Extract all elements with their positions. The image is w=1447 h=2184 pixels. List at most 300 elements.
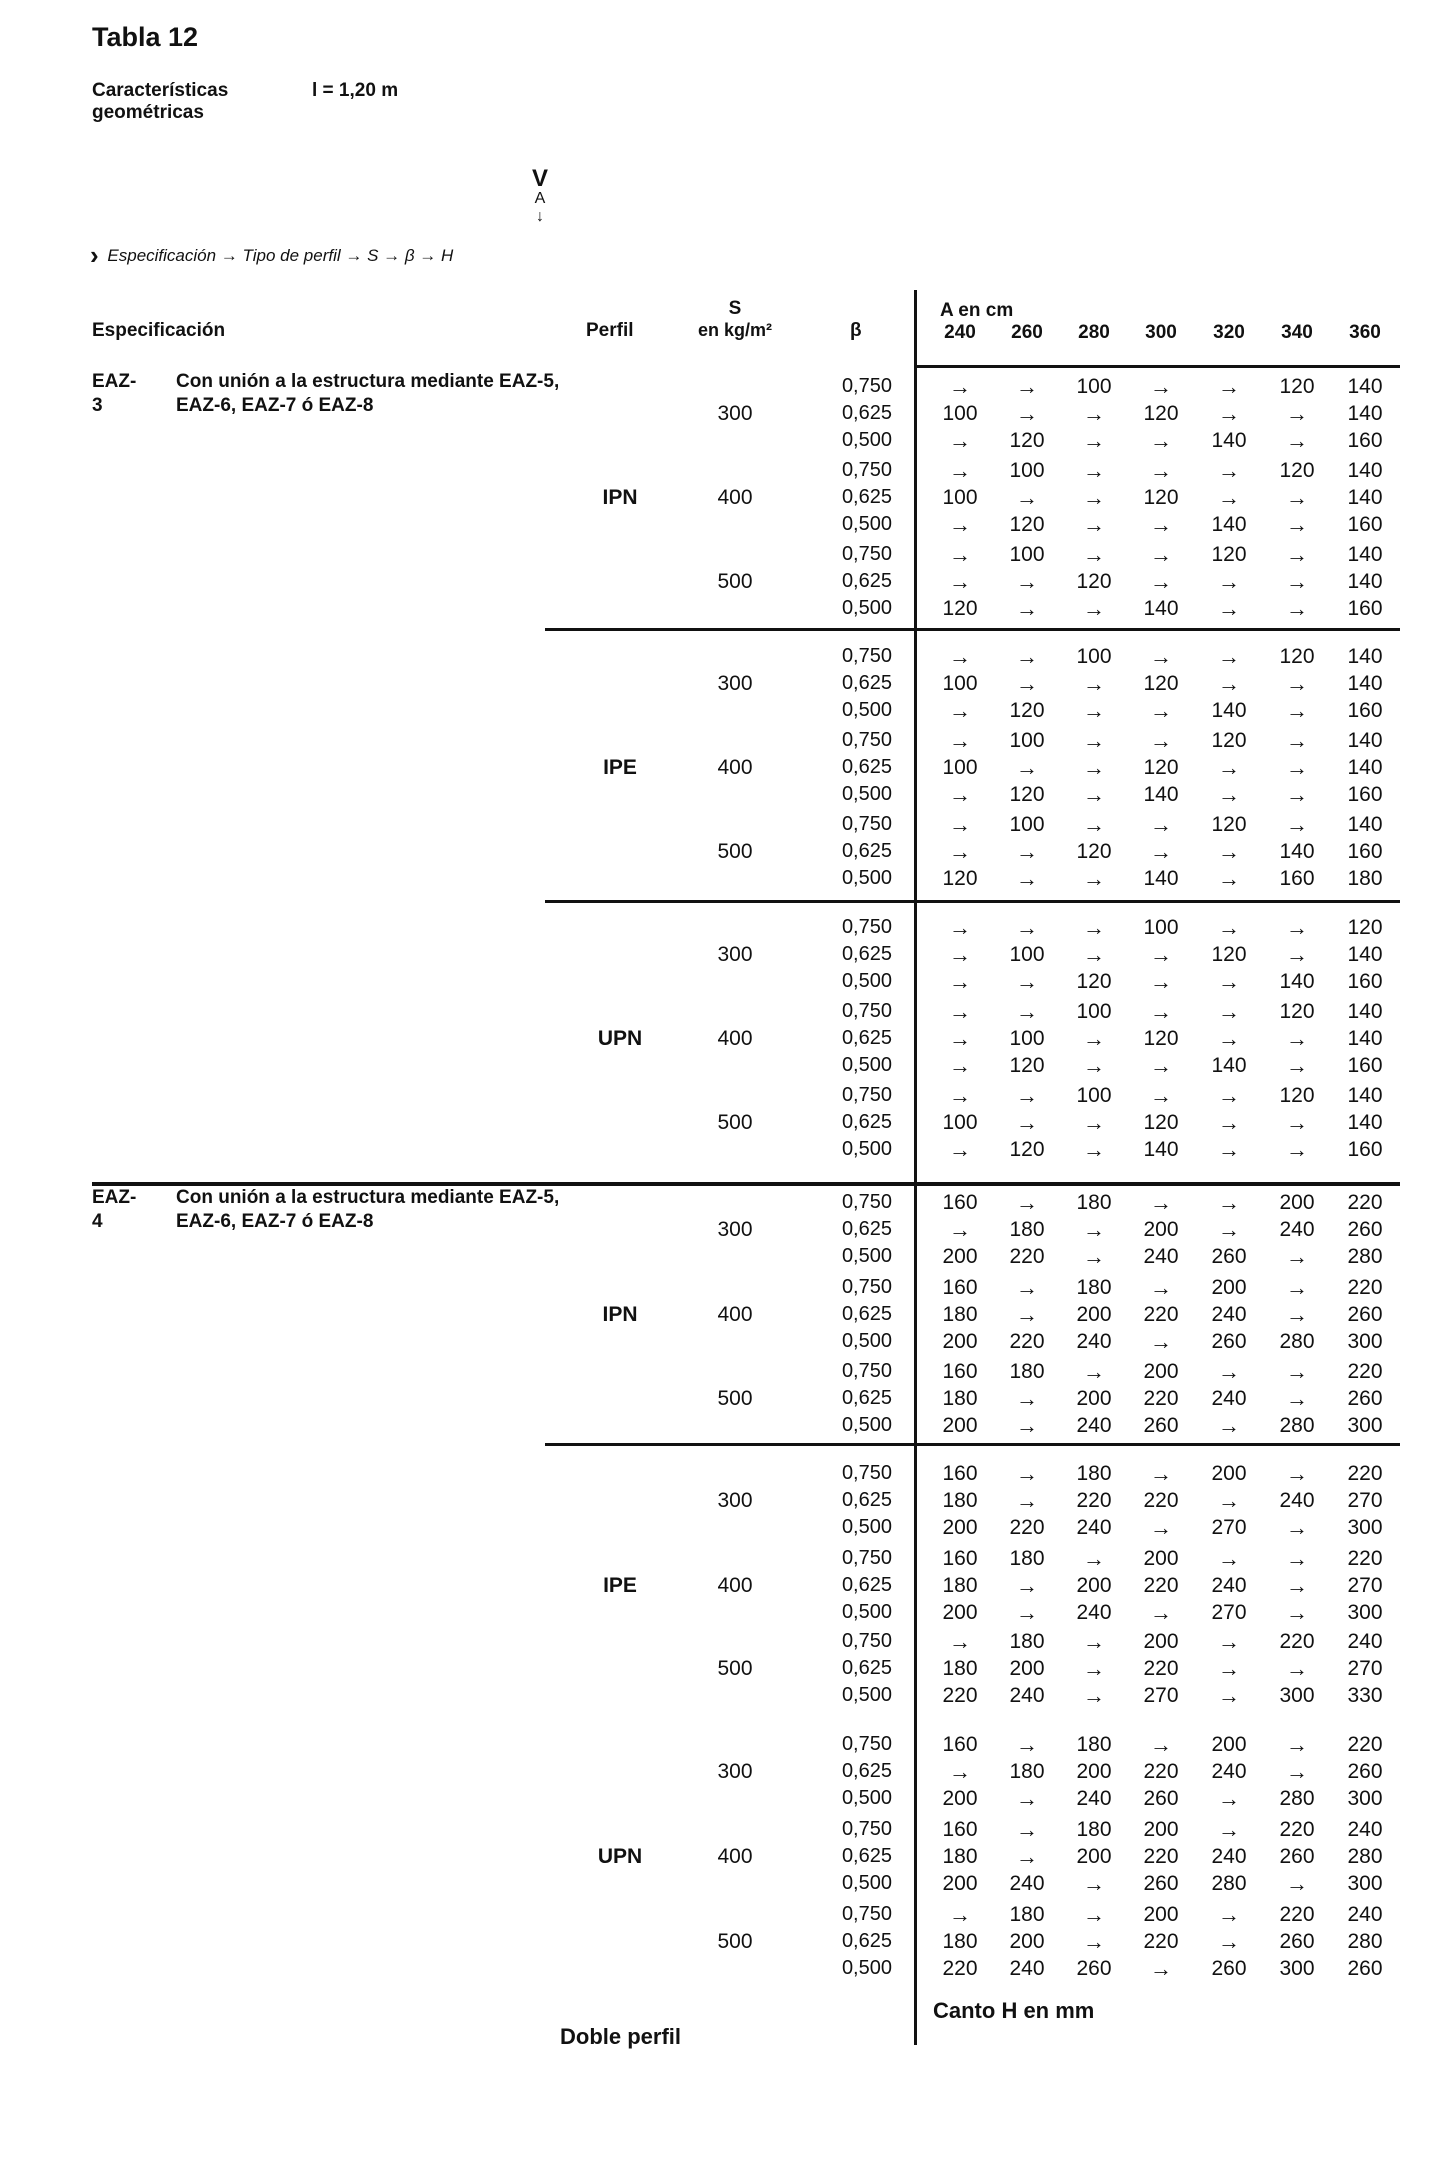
vertical-divider	[914, 290, 917, 2045]
s-value: 400	[717, 1303, 753, 1326]
arrow-icon: →	[1218, 671, 1240, 696]
arrow-icon: →	[949, 915, 971, 940]
h-value: 180	[1009, 1360, 1045, 1383]
h-value: 140	[1143, 597, 1179, 620]
h-value: 180	[942, 1387, 978, 1410]
h-value: 200	[942, 1330, 978, 1353]
beta-value: 0,625	[841, 570, 892, 592]
arrow-icon: →	[1083, 1026, 1105, 1051]
s-value: 300	[717, 1760, 753, 1783]
arrow-icon: →	[1016, 915, 1038, 940]
h-value: 260	[1279, 1845, 1315, 1868]
beta-value: 0,500	[841, 1138, 892, 1160]
h-value: 240	[1347, 1630, 1383, 1653]
arrow-icon: →	[1016, 1110, 1038, 1135]
beta-value: 0,625	[841, 1930, 892, 1952]
arrow-icon: →	[1286, 1871, 1308, 1896]
h-value: 240	[1347, 1903, 1383, 1926]
arrow-icon: →	[1083, 782, 1105, 807]
beta-value: 0,625	[841, 840, 892, 862]
arrow-icon: →	[1286, 1053, 1308, 1078]
beta-value: 0,500	[841, 1054, 892, 1076]
arrow-icon: →	[949, 1902, 971, 1927]
s-value: 300	[717, 1218, 753, 1241]
arrow-icon: →	[1150, 1600, 1172, 1625]
arrow-icon: →	[1286, 401, 1308, 426]
h-value: 100	[1009, 943, 1045, 966]
header-especificacion: Especificación	[92, 320, 226, 341]
h-value: 220	[1143, 1657, 1179, 1680]
h-value: 240	[1211, 1303, 1247, 1326]
arrow-icon: →	[1218, 999, 1240, 1024]
h-value: 240	[1211, 1387, 1247, 1410]
h-value: 260	[1143, 1872, 1179, 1895]
beta-value: 0,500	[841, 699, 892, 721]
beta-value: 0,625	[841, 1303, 892, 1325]
h-value: 120	[1143, 486, 1179, 509]
beta-value: 0,750	[841, 1733, 892, 1755]
arrow-icon: →	[949, 969, 971, 994]
h-value: 140	[1347, 1111, 1383, 1134]
arrow-icon: →	[1083, 1546, 1105, 1571]
arrow-icon: →	[1083, 1137, 1105, 1162]
header-a-value: 280	[1078, 322, 1110, 343]
h-value: 180	[942, 1574, 978, 1597]
arrow-icon: →	[1286, 1275, 1308, 1300]
profile-label: UPN	[597, 1845, 643, 1868]
beta-value: 0,750	[841, 645, 892, 667]
arrow-icon: →	[1016, 755, 1038, 780]
header-a-value: 340	[1281, 322, 1313, 343]
h-value: 240	[1143, 1245, 1179, 1268]
beta-value: 0,750	[841, 1547, 892, 1569]
arrow-icon: →	[1286, 782, 1308, 807]
arrow-icon: →	[949, 698, 971, 723]
arrow-icon: →	[1083, 755, 1105, 780]
footer-doble-perfil-label: Doble perfil	[560, 2024, 682, 2049]
beta-value: 0,750	[841, 375, 892, 397]
h-value: 200	[942, 1601, 978, 1624]
arrow-icon: →	[1218, 1026, 1240, 1051]
s-value: 400	[717, 1845, 753, 1868]
arrow-icon: →	[1083, 671, 1105, 696]
h-value: 300	[1347, 1414, 1383, 1437]
h-value: 240	[1076, 1414, 1112, 1437]
h-value: 160	[1347, 513, 1383, 536]
arrow-icon: →	[1286, 1359, 1308, 1384]
arrow-icon: →	[1016, 1844, 1038, 1869]
h-value: 220	[1347, 1547, 1383, 1570]
arrow-icon: →	[1218, 1137, 1240, 1162]
arrow-icon: →	[1150, 942, 1172, 967]
h-value: 140	[1211, 699, 1247, 722]
beta-value: 0,750	[841, 1903, 892, 1925]
arrow-icon: →	[1150, 569, 1172, 594]
arrow-icon: →	[1150, 1190, 1172, 1215]
h-value: 180	[1009, 1630, 1045, 1653]
arrow-icon: →	[1083, 542, 1105, 567]
chevron-icon: ›	[90, 240, 99, 270]
flow-down-arrow: ↓	[536, 208, 544, 225]
arrow-icon: →	[1083, 1871, 1105, 1896]
h-value: 140	[1347, 729, 1383, 752]
s-value: 300	[717, 943, 753, 966]
h-value: 120	[1009, 1054, 1045, 1077]
profile-label: IPE	[603, 756, 637, 779]
h-value: 200	[1143, 1630, 1179, 1653]
arrow-icon: →	[949, 1083, 971, 1108]
arrow-icon: →	[1286, 1244, 1308, 1269]
h-value: 100	[1009, 543, 1045, 566]
arrow-icon: →	[1218, 569, 1240, 594]
beta-value: 0,500	[841, 1516, 892, 1538]
h-value: 240	[1347, 1818, 1383, 1841]
arrow-icon: →	[949, 542, 971, 567]
arrow-icon: →	[1286, 698, 1308, 723]
spec-description: Con unión a la estructura mediante EAZ-5, EAZ-6, EAZ-7 ó EAZ-8	[176, 371, 560, 416]
h-value: 200	[942, 1414, 978, 1437]
h-value: 120	[942, 597, 978, 620]
arrow-icon: →	[1016, 1600, 1038, 1625]
arrow-icon: →	[1150, 1732, 1172, 1757]
arrow-icon: →	[1218, 596, 1240, 621]
arrow-icon: →	[1150, 1083, 1172, 1108]
arrow-icon: →	[1083, 1683, 1105, 1708]
arrow-icon: →	[1016, 1488, 1038, 1513]
h-value: 120	[1211, 943, 1247, 966]
h-value: 260	[1211, 1957, 1247, 1980]
s-value: 500	[717, 1930, 753, 1953]
s-value: 400	[717, 486, 753, 509]
s-value: 400	[717, 1574, 753, 1597]
arrow-icon: →	[1083, 915, 1105, 940]
header-a-value: 300	[1145, 322, 1177, 343]
beta-value: 0,750	[841, 1360, 892, 1382]
h-value: 240	[1076, 1787, 1112, 1810]
h-value: 180	[942, 1489, 978, 1512]
arrow-icon: →	[1218, 401, 1240, 426]
arrow-icon: →	[1016, 401, 1038, 426]
h-value: 280	[1347, 1245, 1383, 1268]
h-value: 200	[1211, 1462, 1247, 1485]
h-value: 220	[1009, 1245, 1045, 1268]
arrow-icon: →	[949, 1026, 971, 1051]
header-s: S	[728, 298, 742, 319]
arrow-icon: →	[1218, 969, 1240, 994]
h-value: 200	[1143, 1903, 1179, 1926]
h-value: 300	[1347, 1872, 1383, 1895]
arrow-icon: →	[1150, 698, 1172, 723]
arrow-icon: →	[1286, 1110, 1308, 1135]
s-value: 400	[717, 756, 753, 779]
h-value: 120	[1076, 970, 1112, 993]
spec-code: EAZ-4	[92, 1187, 137, 1232]
h-value: 240	[1009, 1684, 1045, 1707]
arrow-icon: →	[1016, 1302, 1038, 1327]
profile-divider	[545, 1443, 1400, 1446]
h-value: 180	[942, 1845, 978, 1868]
h-value: 270	[1347, 1574, 1383, 1597]
arrow-icon: →	[1150, 999, 1172, 1024]
h-value: 120	[942, 867, 978, 890]
h-value: 220	[1347, 1276, 1383, 1299]
arrow-icon: →	[949, 782, 971, 807]
h-value: 200	[1143, 1360, 1179, 1383]
h-value: 120	[1009, 783, 1045, 806]
h-value: 100	[1009, 1027, 1045, 1050]
beta-value: 0,750	[841, 1084, 892, 1106]
s-value: 300	[717, 672, 753, 695]
h-value: 180	[1347, 867, 1383, 890]
h-value: 180	[942, 1930, 978, 1953]
s-value: 500	[717, 840, 753, 863]
h-value: 240	[1279, 1218, 1315, 1241]
beta-value: 0,625	[841, 486, 892, 508]
h-value: 180	[1076, 1462, 1112, 1485]
header-a-value: 320	[1213, 322, 1245, 343]
h-value: 300	[1347, 1516, 1383, 1539]
arrow-icon: →	[1083, 458, 1105, 483]
h-value: 220	[1347, 1462, 1383, 1485]
h-value: 180	[942, 1657, 978, 1680]
h-value: 180	[1076, 1191, 1112, 1214]
beta-value: 0,625	[841, 756, 892, 778]
arrow-icon: →	[949, 1217, 971, 1242]
arrow-icon: →	[1218, 1683, 1240, 1708]
h-value: 140	[1211, 513, 1247, 536]
h-value: 200	[1143, 1218, 1179, 1241]
arrow-icon: →	[1286, 569, 1308, 594]
arrow-icon: →	[1016, 1817, 1038, 1842]
s-value: 300	[717, 1489, 753, 1512]
flow-a-label: A	[534, 190, 546, 207]
h-value: 220	[942, 1684, 978, 1707]
arrow-icon: →	[1218, 1817, 1240, 1842]
h-value: 200	[1211, 1276, 1247, 1299]
h-value: 220	[1009, 1330, 1045, 1353]
arrow-icon: →	[1218, 839, 1240, 864]
h-value: 220	[1279, 1630, 1315, 1653]
arrow-icon: →	[1083, 1929, 1105, 1954]
arrow-icon: →	[1150, 1461, 1172, 1486]
h-value: 160	[1347, 970, 1383, 993]
h-value: 120	[1279, 645, 1315, 668]
h-value: 160	[942, 1818, 978, 1841]
h-value: 180	[942, 1303, 978, 1326]
beta-value: 0,625	[841, 1574, 892, 1596]
h-value: 120	[1076, 840, 1112, 863]
arrow-icon: →	[1218, 1629, 1240, 1654]
arrow-icon: →	[1286, 671, 1308, 696]
h-value: 100	[942, 1111, 978, 1134]
h-value: 260	[1279, 1930, 1315, 1953]
arrow-icon: →	[949, 458, 971, 483]
arrow-icon: →	[1286, 1461, 1308, 1486]
arrow-icon: →	[949, 942, 971, 967]
h-value: 240	[1076, 1601, 1112, 1624]
arrow-icon: →	[1083, 596, 1105, 621]
h-value: 200	[1076, 1845, 1112, 1868]
flow-text: Especificación → Tipo de perfil → S → β → H	[107, 246, 454, 265]
h-value: 120	[1009, 1138, 1045, 1161]
h-value: 140	[1347, 570, 1383, 593]
h-value: 160	[942, 1191, 978, 1214]
h-value: 300	[1279, 1957, 1315, 1980]
arrow-icon: →	[1286, 728, 1308, 753]
h-value: 200	[1211, 1733, 1247, 1756]
header-perfil: Perfil	[586, 320, 634, 341]
h-value: 300	[1347, 1330, 1383, 1353]
h-value: 120	[1211, 729, 1247, 752]
h-value: 140	[1347, 1084, 1383, 1107]
h-value: 120	[1009, 699, 1045, 722]
arrow-icon: →	[1150, 1956, 1172, 1981]
h-value: 140	[1143, 783, 1179, 806]
arrow-icon: →	[1016, 866, 1038, 891]
h-value: 140	[1211, 429, 1247, 452]
h-value: 260	[1347, 1760, 1383, 1783]
h-value: 100	[1076, 1000, 1112, 1023]
arrow-icon: →	[1150, 1329, 1172, 1354]
h-value: 160	[1347, 1054, 1383, 1077]
arrow-icon: →	[1286, 1732, 1308, 1757]
arrow-icon: →	[1218, 755, 1240, 780]
h-value: 160	[1347, 429, 1383, 452]
h-value: 120	[1279, 459, 1315, 482]
h-value: 220	[1347, 1733, 1383, 1756]
arrow-icon: →	[1083, 428, 1105, 453]
h-value: 120	[1009, 513, 1045, 536]
arrow-icon: →	[1286, 1386, 1308, 1411]
profile-label: UPN	[597, 1027, 643, 1050]
header-s-unit: en kg/m²	[697, 320, 772, 340]
h-value: 200	[1076, 1760, 1112, 1783]
arrow-icon: →	[1286, 755, 1308, 780]
profile-divider	[545, 628, 1400, 631]
h-value: 160	[1279, 867, 1315, 890]
arrow-icon: →	[1083, 728, 1105, 753]
h-value: 180	[1009, 1218, 1045, 1241]
h-value: 160	[942, 1462, 978, 1485]
beta-value: 0,500	[841, 597, 892, 619]
arrow-icon: →	[1286, 1759, 1308, 1784]
h-value: 200	[1076, 1303, 1112, 1326]
h-value: 220	[1143, 1845, 1179, 1868]
profile-label: IPN	[602, 486, 638, 509]
beta-value: 0,500	[841, 1601, 892, 1623]
h-value: 200	[1279, 1191, 1315, 1214]
h-value: 200	[942, 1787, 978, 1810]
arrow-icon: →	[1016, 1413, 1038, 1438]
beta-value: 0,500	[841, 1787, 892, 1809]
h-value: 140	[1347, 756, 1383, 779]
spec-code: EAZ-3	[92, 371, 137, 416]
h-value: 100	[1143, 916, 1179, 939]
h-value: 180	[1076, 1818, 1112, 1841]
beta-value: 0,750	[841, 1818, 892, 1840]
table-subtitle	[92, 80, 399, 124]
header-a-value: 360	[1349, 322, 1381, 343]
h-value: 270	[1347, 1657, 1383, 1680]
arrow-icon: →	[1016, 839, 1038, 864]
arrow-icon: →	[1218, 915, 1240, 940]
beta-value: 0,625	[841, 1760, 892, 1782]
arrow-icon: →	[1218, 1083, 1240, 1108]
arrow-icon: →	[949, 512, 971, 537]
arrow-icon: →	[1016, 374, 1038, 399]
h-value: 200	[1009, 1930, 1045, 1953]
arrow-icon: →	[949, 374, 971, 399]
h-value: 260	[1143, 1414, 1179, 1437]
arrow-icon: →	[1016, 1275, 1038, 1300]
arrow-icon: →	[1016, 644, 1038, 669]
h-value: 220	[942, 1957, 978, 1980]
beta-value: 0,625	[841, 1387, 892, 1409]
h-value: 220	[1279, 1903, 1315, 1926]
h-value: 140	[1279, 840, 1315, 863]
arrow-icon: →	[1286, 596, 1308, 621]
h-value: 180	[1009, 1547, 1045, 1570]
h-value: 270	[1347, 1489, 1383, 1512]
arrow-icon: →	[949, 644, 971, 669]
h-value: 280	[1347, 1845, 1383, 1868]
arrow-icon: →	[1150, 512, 1172, 537]
h-value: 120	[1009, 429, 1045, 452]
s-value: 500	[717, 1387, 753, 1410]
h-value: 280	[1279, 1414, 1315, 1437]
arrow-icon: →	[1016, 485, 1038, 510]
h-value: 270	[1211, 1516, 1247, 1539]
arrow-icon: →	[1218, 1359, 1240, 1384]
beta-value: 0,500	[841, 1684, 892, 1706]
arrow-icon: →	[1218, 1190, 1240, 1215]
arrow-icon: →	[1150, 839, 1172, 864]
h-value: 200	[1143, 1818, 1179, 1841]
h-value: 120	[1279, 1084, 1315, 1107]
beta-value: 0,750	[841, 1462, 892, 1484]
arrow-icon: →	[1218, 374, 1240, 399]
header-a-label: A en cm	[940, 300, 1014, 321]
s-value: 300	[717, 402, 753, 425]
h-value: 100	[1076, 1084, 1112, 1107]
arrow-icon: →	[1150, 969, 1172, 994]
h-value: 270	[1143, 1684, 1179, 1707]
beta-value: 0,500	[841, 783, 892, 805]
arrow-icon: →	[1218, 485, 1240, 510]
h-value: 260	[1076, 1957, 1112, 1980]
h-value: 140	[1347, 459, 1383, 482]
profile-label: IPN	[602, 1303, 638, 1326]
arrow-icon: →	[1286, 1573, 1308, 1598]
h-value: 200	[1009, 1657, 1045, 1680]
beta-value: 0,750	[841, 543, 892, 565]
h-value: 200	[942, 1516, 978, 1539]
h-value: 200	[1076, 1387, 1112, 1410]
arrow-icon: →	[1016, 569, 1038, 594]
h-value: 180	[1009, 1903, 1045, 1926]
arrow-icon: →	[1218, 644, 1240, 669]
arrow-icon: →	[949, 428, 971, 453]
arrow-icon: →	[1016, 1190, 1038, 1215]
arrow-icon: →	[1150, 542, 1172, 567]
arrow-icon: →	[1083, 698, 1105, 723]
beta-value: 0,500	[841, 1330, 892, 1352]
h-value: 140	[1347, 543, 1383, 566]
h-value: 280	[1279, 1330, 1315, 1353]
arrow-icon: →	[1286, 1515, 1308, 1540]
h-value: 270	[1211, 1601, 1247, 1624]
arrow-icon: →	[1150, 644, 1172, 669]
